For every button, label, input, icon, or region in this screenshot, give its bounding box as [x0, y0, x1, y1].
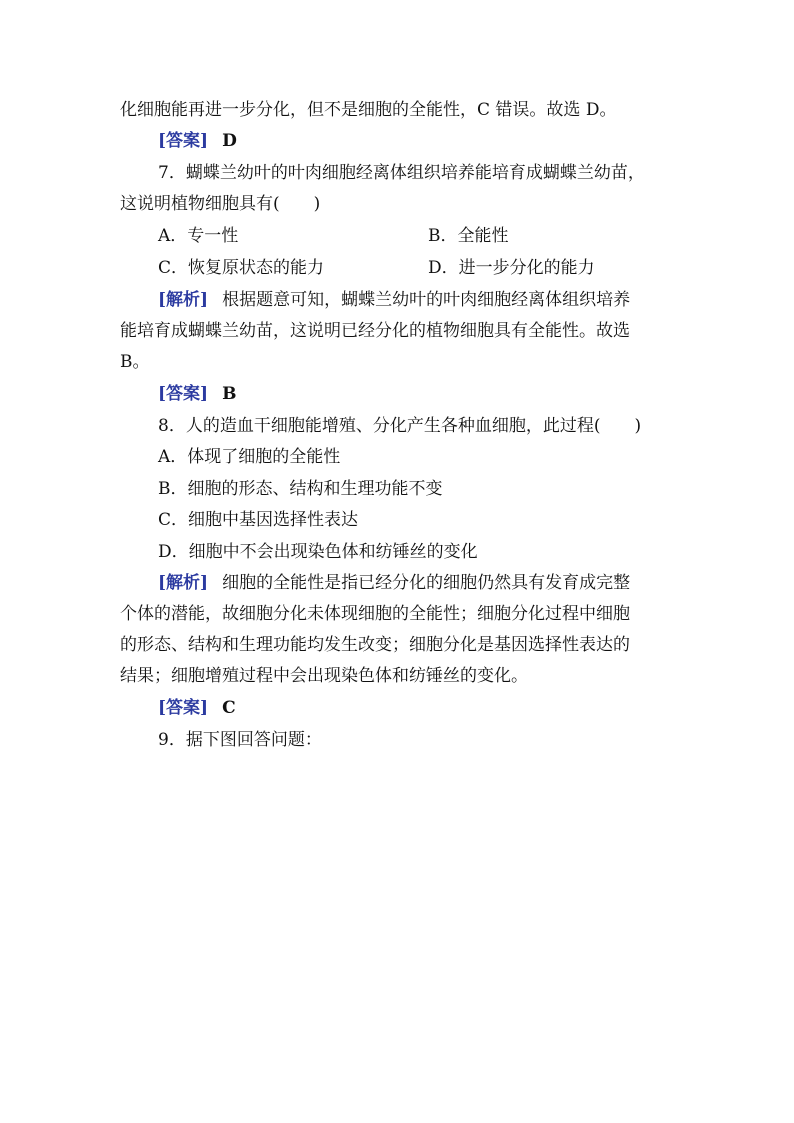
question-8-option-a: A．体现了细胞的全能性: [158, 447, 341, 467]
answer-tag: [答案]: [158, 698, 209, 718]
answer-tag: [答案]: [158, 131, 209, 151]
explanation-8-line-4: 结果；细胞增殖过程中会出现染色体和纺锤丝的变化。: [120, 666, 528, 686]
text-line: 化细胞能再进一步分化，但不是细胞的全能性，C 错误。故选 D。: [120, 100, 617, 120]
question-7-option-c: C．恢复原状态的能力: [158, 258, 325, 278]
answer-value: C: [222, 698, 236, 718]
question-7-line-1: 7．蝴蝶兰幼叶的叶肉细胞经离体组织培养能培育成蝴蝶兰幼苗，: [158, 163, 645, 183]
answer-line: [158, 129, 718, 153]
question-9-line: 9．据下图回答问题：: [158, 730, 322, 750]
question-8-option-b: B．细胞的形态、结构和生理功能不变: [158, 479, 443, 499]
question-7-option-d: D．进一步分化的能力: [428, 258, 595, 278]
explanation-tag: [解析]: [158, 290, 209, 310]
explanation-7-line-2: 能培育成蝴蝶兰幼苗，这说明已经分化的植物细胞具有全能性。故选: [120, 321, 630, 341]
explanation-8-line-1: [158, 571, 718, 595]
answer-7-line: [158, 382, 718, 406]
question-7-line-2: 这说明植物细胞具有( ): [120, 194, 321, 214]
question-8-option-d: D．细胞中不会出现染色体和纺锤丝的变化: [158, 542, 478, 562]
answer-value: D: [222, 131, 237, 151]
explanation-text: 细胞的全能性是指已经分化的细胞仍然具有发育成完整: [222, 573, 631, 593]
explanation-tag: [解析]: [158, 573, 209, 593]
question-7-option-b: B．全能性: [428, 226, 509, 246]
answer-tag: [答案]: [158, 384, 209, 404]
explanation-7-line-3: B。: [120, 352, 150, 372]
answer-8-line: [158, 696, 718, 720]
question-8-option-c: C．细胞中基因选择性表达: [158, 510, 359, 530]
explanation-7-line-1: [158, 288, 718, 312]
explanation-text: 根据题意可知，蝴蝶兰幼叶的叶肉细胞经离体组织培养: [222, 290, 631, 310]
explanation-8-line-2: 个体的潜能，故细胞分化未体现细胞的全能性；细胞分化过程中细胞: [120, 604, 630, 624]
question-7-option-a: A．专一性: [158, 226, 239, 246]
question-8-line: 8．人的造血干细胞能增殖、分化产生各种血细胞，此过程( ): [158, 416, 642, 436]
explanation-8-line-3: 的形态、结构和生理功能均发生改变；细胞分化是基因选择性表达的: [120, 635, 630, 655]
answer-value: B: [222, 384, 237, 404]
